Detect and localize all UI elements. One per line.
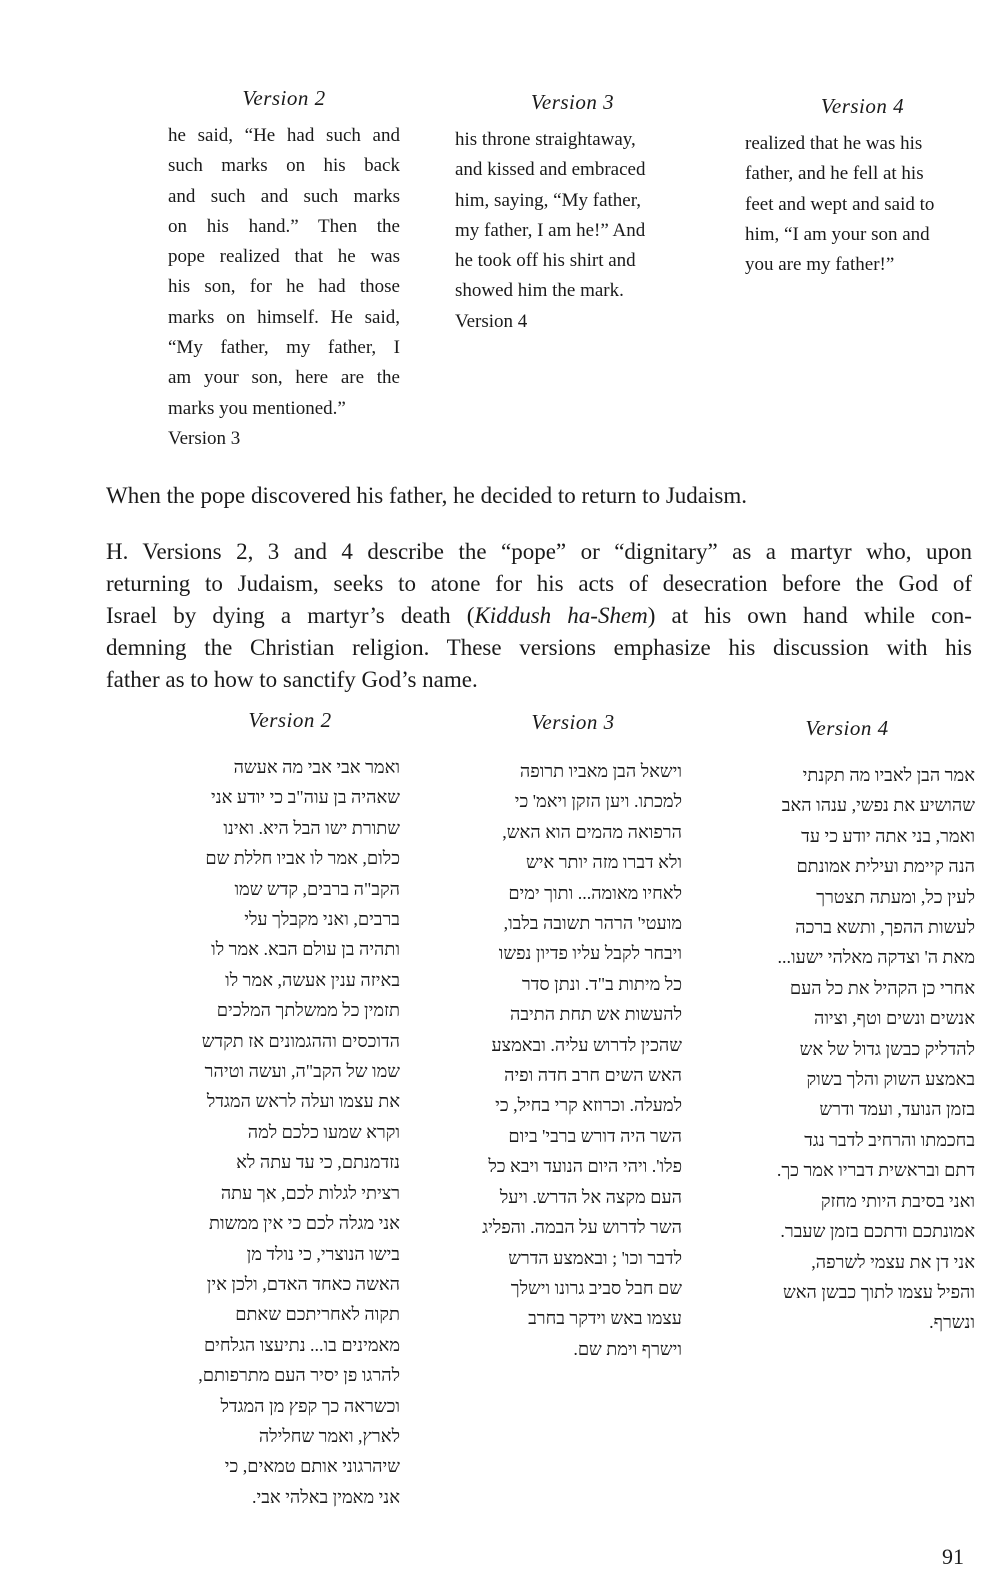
hebrew-line: בזמן הנועד, ועמד ודרש: [819, 1099, 975, 1120]
hebrew-line: בחכמתו והרחיב לדבר נגד: [804, 1129, 975, 1150]
text-line: he said, “He had such and: [168, 125, 400, 146]
hebrew-line: ונשרף.: [929, 1312, 975, 1333]
hebrew-line: שאהיה בן עוה"ב כי יודע אני: [211, 787, 400, 808]
hebrew-line: השר היה דורש ברבי' ביום: [508, 1125, 682, 1146]
hebrew-line: אמונתכם ודתכם בזמן שעבר.: [780, 1221, 975, 1242]
hebrew-line: וקרא שמעו כלכם למה: [247, 1121, 400, 1142]
hebrew-line: רציתי לגלות לכם, אך עתה: [220, 1182, 400, 1203]
hebrew-line: והפיל עצמו לתוך כבשן האש: [783, 1281, 975, 1302]
hebrew-line: למעלה. וכרוזא קרי בחיל, כי: [495, 1095, 682, 1116]
paragraph-h: [106, 536, 972, 696]
italic-term: Kiddush ha-Shem: [474, 603, 648, 628]
hebrew-line: שם חבל סביב גרונו וישלך: [510, 1277, 682, 1298]
hebrew-line: את עצמו ועלה לראש המגדל: [206, 1091, 400, 1112]
hebrew-line: למכתו. ויען הזקן ויאמ' כי: [514, 791, 682, 812]
hebrew-line: ואמר, בני אתה יודע כי עד: [801, 825, 975, 846]
hebrew-line: לדבר וכו' ; ובאמצע הדרש: [508, 1247, 682, 1268]
hebrew-line: תקוה לאחריתכם שאתם: [235, 1304, 400, 1325]
text-line: father, and he fell at his: [745, 163, 924, 185]
text-line: he took off his shirt and: [455, 250, 636, 272]
text-line: am your son, here are the: [168, 367, 400, 389]
hebrew-line: הרפואה מהמים הוא האש,: [502, 821, 682, 842]
hebrew-line: וישרף וימת שם.: [573, 1338, 682, 1359]
line-text: Israel by dying a martyr’s death (: [106, 603, 475, 628]
text-line: feet and wept and said to: [745, 193, 935, 215]
hebrew-line: לארץ, ואמר שחלילה: [258, 1425, 400, 1446]
hebrew-line: מועטי' הרהר תשובה בלבו,: [503, 913, 682, 934]
text-line: marks you mentioned.”: [168, 397, 346, 419]
hebrew-line: שהכין לדרוש עליה. ובאמצע: [491, 1034, 682, 1055]
text-line: “My father, my father, I: [168, 337, 400, 359]
top-column-version-2: [168, 86, 400, 454]
hebrew-column-version-4: [720, 760, 975, 1338]
text-line: and such and such marks: [168, 185, 400, 207]
hebrew-line: מאמינים בו... נתיעצו הגלחים: [203, 1334, 400, 1355]
paragraph-line: H. Versions 2, 3 and 4 describe the “pope” or “dignitary” as a martyr who, upon: [106, 539, 972, 564]
hebrew-line: לעשות ההפך, ותשא ברכה: [795, 917, 975, 938]
paragraph-line: [106, 600, 972, 632]
version-reference: Version 3: [168, 427, 241, 449]
hebrew-line: ברבים, ואני מקבלך עלי: [244, 909, 400, 930]
hebrew-line: נזדמנתם, כי עד עתה לא: [236, 1152, 400, 1173]
hebrew-line: לעין כל, ומעתה תצטרך: [816, 886, 975, 907]
hebrew-line: כלום, אמר לו אביו חללת שם: [205, 848, 400, 869]
column-heading: Version 2: [242, 86, 326, 110]
hebrew-line: האש השים חרב חדה ופיה: [504, 1065, 682, 1086]
hebrew-heading-version-3: Version 3: [531, 710, 615, 734]
text-line: such marks on his back: [168, 155, 400, 177]
hebrew-column-version-3: [432, 756, 682, 1364]
hebrew-line: הקב"ה ברבים, קדש שמו: [234, 878, 400, 899]
hebrew-line: השר לדרוש על הבמה. והפליג: [482, 1217, 682, 1238]
hebrew-line: האשה כאחד האדם, ולכן אין: [206, 1273, 400, 1294]
paragraph-line: returning to Judaism, seeks to atone for his acts of desecration before the God of: [106, 571, 972, 596]
hebrew-line: ואמר אבי אבי מה אעשה: [233, 757, 400, 777]
hebrew-heading-version-2: Version 2: [248, 708, 332, 732]
column-heading: Version 3: [530, 90, 615, 114]
text-line: his throne straightaway,: [455, 129, 636, 150]
hebrew-heading-version-4: Version 4: [805, 716, 889, 740]
text-line: and kissed and embraced: [455, 159, 646, 181]
hebrew-line: דתם ובראשית דבריו אמר כך.: [776, 1160, 975, 1181]
hebrew-line: עצמו באש וידקר בחרב: [528, 1308, 682, 1329]
hebrew-line: אנשים ונשים וטף, וציוה: [813, 1008, 975, 1029]
hebrew-line: תזמין כל ממשלתך המלכים: [216, 1000, 400, 1021]
top-column-version-3: [455, 90, 690, 337]
hebrew-line: שמו של הקב"ה, ועשה וטיהר: [204, 1061, 400, 1082]
text-line: on his hand.” Then the: [168, 215, 400, 237]
hebrew-line: באיזה ענין אעשה, אמר לו: [225, 969, 400, 990]
hebrew-line: הנה קיימת ועילית אמונתם: [796, 856, 975, 877]
hebrew-line: ותהיה בן עולם הבא. אמר לו: [211, 939, 400, 960]
hebrew-column-version-2: [150, 752, 400, 1512]
text-line: my father, I am he!” And: [455, 219, 646, 241]
hebrew-line: אני מגלה לכם כי אין ממשות: [208, 1213, 400, 1234]
line-text: ) at his own hand while con-: [647, 603, 972, 628]
text-line: his son, for he had those: [168, 276, 400, 298]
hebrew-line: אחרי כן הקהיל את כל העם: [789, 977, 975, 998]
hebrew-line: אמר הבן לאביו מה תקנתי: [802, 765, 975, 785]
text-line: showed him the mark.: [455, 280, 624, 302]
text-line: marks on himself. He said,: [168, 306, 400, 328]
hebrew-line: ויבחר לקבל עליו פדיון נפשו: [498, 943, 682, 964]
paragraph-g: [106, 480, 972, 512]
column-text: [455, 125, 690, 337]
hebrew-line: לאחיו מאומה... ותוך ימים: [508, 882, 682, 903]
paragraph-line: demning the Christian religion. These versions emphasize his discussion with his: [106, 635, 972, 660]
hebrew-line: ואני בסיבת היותי מחזק: [820, 1190, 975, 1211]
hebrew-line: להרגו פן יסיר העם מתרפותם,: [198, 1365, 400, 1386]
hebrew-line: העם מקצה אל הדרש. ויעל: [499, 1186, 682, 1207]
hebrew-line: וישאל הבן מאביו תרופה: [519, 761, 682, 781]
hebrew-line: שיהרגוני אותם טמאים, כי: [224, 1456, 400, 1477]
column-heading: Version 4: [820, 94, 905, 118]
hebrew-line: אני מאמין באלהי אבי.: [252, 1486, 400, 1507]
hebrew-line: להדליק כבשן גדול של אש: [799, 1038, 975, 1059]
column-text: [168, 121, 400, 454]
top-column-version-4: [745, 94, 980, 280]
hebrew-line: וכשראה כך קפץ מן המגדל: [220, 1395, 400, 1416]
text-line: him, saying, “My father,: [455, 189, 642, 211]
hebrew-line: הדוכסים וההגמונים אז תקדש: [201, 1030, 400, 1051]
hebrew-line: ולא דברו מזה יותר איש: [525, 852, 682, 873]
hebrew-line: פלו'. ויהי היום הנועד ויבא כל: [488, 1156, 682, 1177]
hebrew-line: שתורת ישו הבל היא. ואינו: [223, 817, 400, 838]
hebrew-line: מאת ה' וצדקה מאלהי ישעו...: [777, 947, 975, 968]
hebrew-line: באמצע השוק והלך בשוק: [806, 1069, 975, 1090]
hebrew-line: אני דן את עצמי לשרפה,: [811, 1251, 975, 1272]
text-line: you are my father!”: [745, 254, 895, 276]
paragraph-line: father as to how to sanctify God’s name.: [106, 667, 478, 692]
page-number: 91: [942, 1544, 964, 1569]
column-text: [745, 129, 980, 280]
version-reference: Version 4: [455, 310, 528, 332]
text-line: pope realized that he was: [168, 246, 400, 268]
text-line: him, “I am your son and: [745, 223, 930, 245]
hebrew-line: להעשות אש תחת התיבה: [509, 1004, 682, 1025]
hebrew-line: בישו הנוצרי, כי נולד מן: [246, 1243, 400, 1264]
paragraph-text: When the pope discovered his father, he decided to return to Judaism.: [106, 483, 747, 508]
hebrew-line: כל מיתות ב"ד. ונתן סדר: [521, 973, 682, 994]
text-line: realized that he was his: [745, 133, 923, 154]
hebrew-line: שהושיע את נפשי, ענהו האב: [781, 795, 975, 816]
